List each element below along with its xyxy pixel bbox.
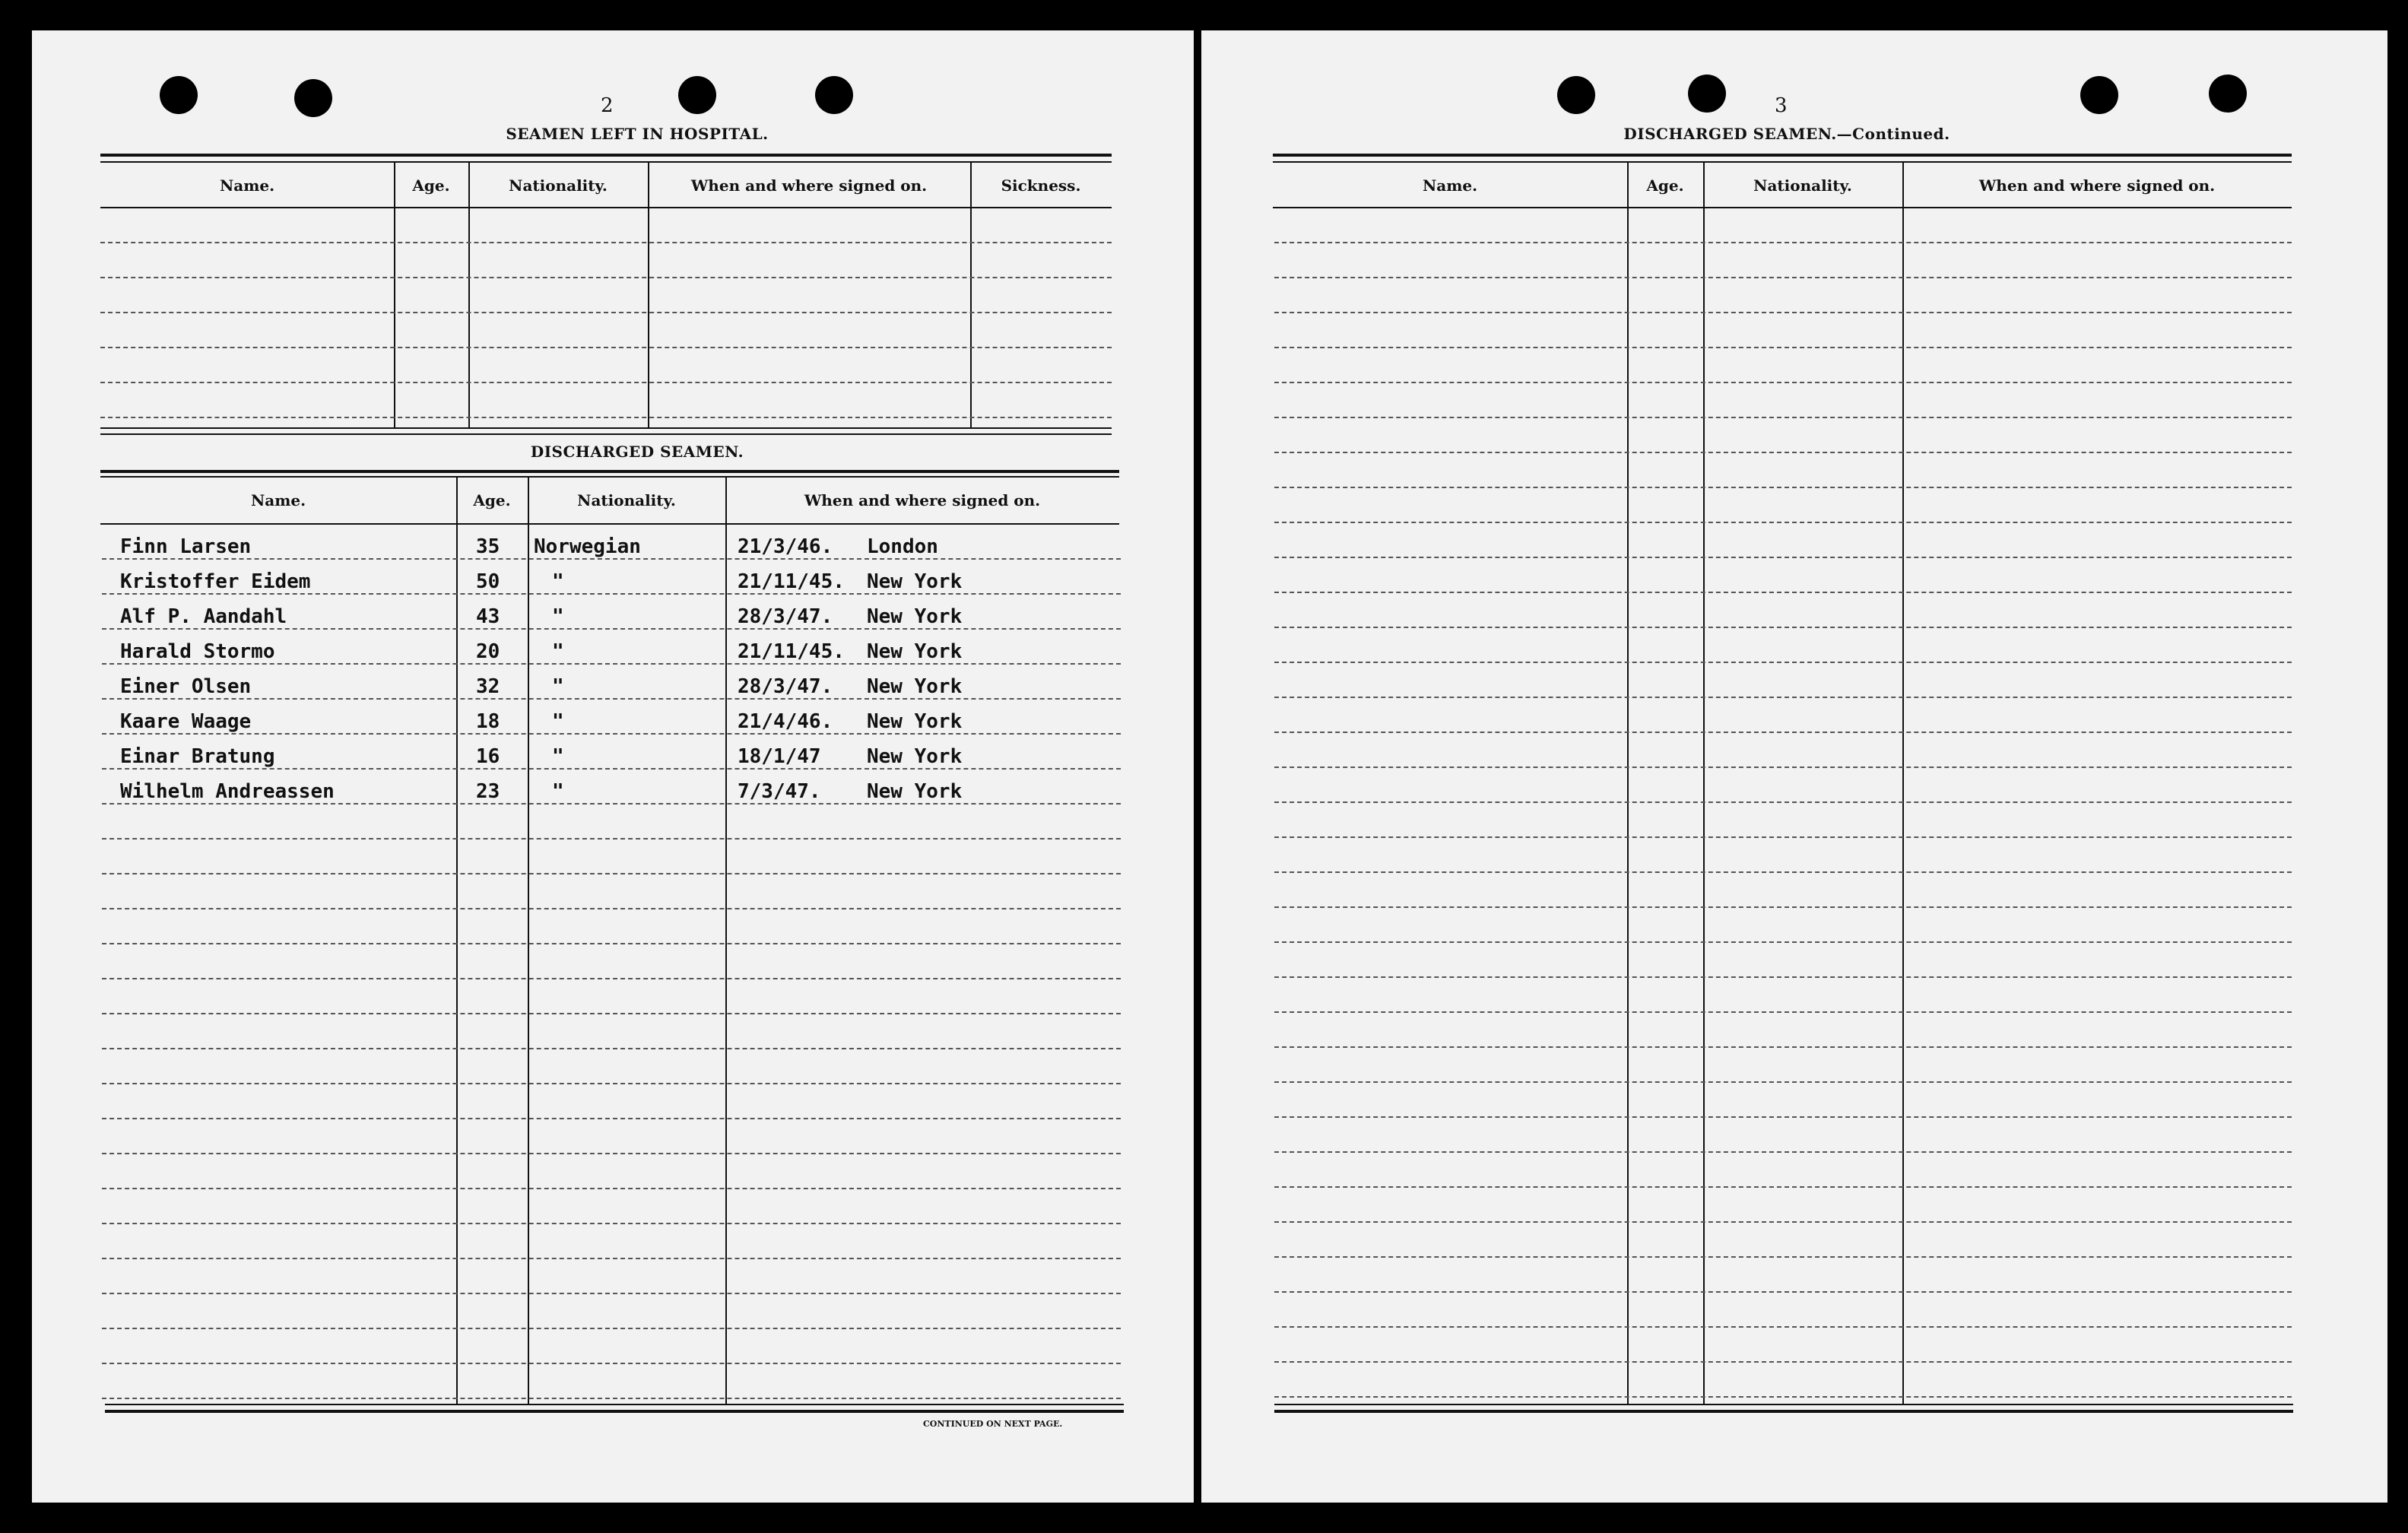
seaman-name: Finn Larsen	[120, 535, 252, 558]
seaman-age: 43	[476, 605, 500, 628]
signed-on-place: New York	[867, 780, 963, 803]
seaman-age: 18	[476, 710, 500, 733]
dotted-row-line	[100, 277, 1112, 278]
discharged-section-title: DISCHARGED SEAMEN.	[530, 443, 744, 461]
dotted-row-line	[1274, 522, 2292, 523]
seaman-nationality: "	[552, 675, 564, 698]
dotted-row-line	[102, 908, 1121, 909]
signed-on-date: 28/3/47.	[738, 605, 833, 628]
dotted-row-line	[102, 1398, 1121, 1399]
left-page	[32, 30, 1194, 1503]
seaman-name: Wilhelm Andreassen	[120, 780, 335, 803]
column-header-nationality: Nationality.	[1753, 176, 1852, 195]
rule	[100, 207, 1112, 208]
dotted-row-line	[1274, 452, 2292, 453]
hospital-section-title: SEAMEN LEFT IN HOSPITAL.	[506, 125, 769, 143]
column-divider	[1627, 163, 1629, 1404]
dotted-row-line	[1274, 1221, 2292, 1223]
seaman-nationality: "	[552, 570, 564, 593]
punch-hole	[1688, 75, 1726, 113]
column-header-name: Name.	[219, 176, 275, 195]
dotted-row-line	[1274, 312, 2292, 313]
dotted-row-line	[1274, 1011, 2292, 1013]
rule	[1273, 161, 2292, 163]
dotted-row-line	[1274, 1151, 2292, 1153]
signed-on-place: New York	[867, 710, 963, 733]
rule	[1273, 154, 2292, 157]
dotted-row-line	[102, 1293, 1121, 1294]
dotted-row-line	[1274, 662, 2292, 663]
punch-hole	[2209, 75, 2247, 113]
dotted-row-line	[102, 1258, 1121, 1259]
dotted-row-line	[102, 698, 1121, 700]
dotted-row-line	[102, 803, 1121, 805]
dotted-row-line	[1274, 382, 2292, 383]
column-divider	[970, 163, 972, 427]
seaman-age: 32	[476, 675, 500, 698]
column-divider	[528, 478, 529, 1404]
seaman-nationality: Norwegian	[534, 535, 641, 558]
dotted-row-line	[102, 1188, 1121, 1189]
dotted-row-line	[1274, 417, 2292, 418]
signed-on-place: New York	[867, 675, 963, 698]
dotted-row-line	[1274, 801, 2292, 803]
punch-hole	[1557, 76, 1595, 114]
punch-hole	[160, 76, 198, 114]
dotted-row-line	[100, 417, 1112, 418]
dotted-row-line	[1274, 242, 2292, 243]
signed-on-date: 21/3/46.	[738, 535, 833, 558]
dotted-row-line	[1274, 1186, 2292, 1188]
dotted-row-line	[100, 382, 1112, 383]
dotted-row-line	[1274, 487, 2292, 488]
column-divider	[725, 478, 727, 1404]
rule	[100, 470, 1119, 473]
rule	[1274, 1410, 2293, 1413]
dotted-row-line	[1274, 1081, 2292, 1083]
dotted-row-line	[102, 768, 1121, 770]
right-page	[1201, 30, 2387, 1503]
dotted-row-line	[102, 558, 1121, 560]
seaman-name: Harald Stormo	[120, 640, 275, 663]
dotted-row-line	[1274, 1396, 2292, 1398]
dotted-row-line	[102, 1118, 1121, 1119]
dotted-row-line	[102, 1013, 1121, 1014]
seaman-nationality: "	[552, 605, 564, 628]
column-header-age: Age.	[412, 176, 450, 195]
column-header-nationality: Nationality.	[577, 491, 676, 509]
punch-hole	[815, 76, 853, 114]
rule	[100, 523, 1119, 525]
dotted-row-line	[1274, 941, 2292, 943]
dotted-row-line	[1274, 697, 2292, 698]
column-divider	[648, 163, 649, 427]
dotted-row-line	[100, 312, 1112, 313]
column-header-name: Name.	[250, 491, 306, 509]
dotted-row-line	[102, 1153, 1121, 1154]
page-number: 3	[1775, 94, 1788, 117]
dotted-row-line	[102, 593, 1121, 595]
dotted-row-line	[102, 1083, 1121, 1084]
rule	[100, 433, 1112, 435]
seaman-nationality: "	[552, 640, 564, 663]
rule	[105, 1404, 1124, 1405]
rule	[100, 161, 1112, 163]
dotted-row-line	[1274, 871, 2292, 873]
dotted-row-line	[1274, 766, 2292, 768]
signed-on-date: 21/11/45.	[738, 570, 845, 593]
dotted-row-line	[1274, 906, 2292, 908]
seaman-name: Alf P. Aandahl	[120, 605, 287, 628]
dotted-row-line	[1274, 1291, 2292, 1293]
dotted-row-line	[102, 628, 1121, 630]
seaman-age: 23	[476, 780, 500, 803]
dotted-row-line	[1274, 1326, 2292, 1328]
rule	[1274, 1404, 2293, 1405]
dotted-row-line	[1274, 627, 2292, 628]
dotted-row-line	[102, 873, 1121, 874]
rule	[105, 1410, 1124, 1413]
column-divider	[468, 163, 470, 427]
dotted-row-line	[1274, 557, 2292, 558]
signed-on-date: 21/4/46.	[738, 710, 833, 733]
punch-hole	[2080, 76, 2118, 114]
column-header-sickness: Sickness.	[1001, 176, 1081, 195]
seaman-name: Einar Bratung	[120, 745, 275, 768]
column-header-nationality: Nationality.	[509, 176, 608, 195]
rule	[100, 427, 1112, 429]
signed-on-place: London	[867, 535, 938, 558]
dotted-row-line	[102, 733, 1121, 735]
signed-on-date: 7/3/47.	[738, 780, 821, 803]
signed-on-place: New York	[867, 605, 963, 628]
column-header-when-where: When and where signed on.	[690, 176, 928, 195]
dotted-row-line	[1274, 277, 2292, 278]
column-header-when-where: When and where signed on.	[804, 491, 1041, 509]
column-divider	[394, 163, 395, 427]
dotted-row-line	[102, 1223, 1121, 1224]
seaman-nationality: "	[552, 710, 564, 733]
rule	[100, 476, 1119, 478]
column-divider	[1902, 163, 1904, 1404]
seaman-age: 50	[476, 570, 500, 593]
column-divider	[456, 478, 458, 1404]
signed-on-date: 21/11/45.	[738, 640, 845, 663]
punch-hole	[294, 79, 332, 117]
dotted-row-line	[102, 1328, 1121, 1329]
seaman-age: 20	[476, 640, 500, 663]
rule	[100, 154, 1112, 157]
dotted-row-line	[1274, 347, 2292, 348]
dotted-row-line	[100, 242, 1112, 243]
signed-on-date: 28/3/47.	[738, 675, 833, 698]
column-divider	[1703, 163, 1705, 1404]
column-header-age: Age.	[473, 491, 511, 509]
column-header-name: Name.	[1422, 176, 1478, 195]
dotted-row-line	[1274, 732, 2292, 733]
seaman-age: 16	[476, 745, 500, 768]
dotted-row-line	[100, 347, 1112, 348]
dotted-row-line	[102, 838, 1121, 840]
discharged-continued-title: DISCHARGED SEAMEN.—Continued.	[1623, 125, 1950, 143]
dotted-row-line	[1274, 592, 2292, 593]
rule	[1273, 207, 2292, 208]
seaman-name: Einer Olsen	[120, 675, 252, 698]
page-number: 2	[601, 94, 614, 117]
column-header-when-where: When and where signed on.	[1978, 176, 2216, 195]
column-header-age: Age.	[1646, 176, 1684, 195]
dotted-row-line	[102, 663, 1121, 665]
dotted-row-line	[102, 1048, 1121, 1049]
seaman-nationality: "	[552, 780, 564, 803]
dotted-row-line	[1274, 1116, 2292, 1118]
dotted-row-line	[102, 978, 1121, 979]
punch-hole	[678, 76, 716, 114]
dotted-row-line	[1274, 836, 2292, 838]
dotted-row-line	[102, 943, 1121, 944]
signed-on-place: New York	[867, 570, 963, 593]
seaman-nationality: "	[552, 745, 564, 768]
continued-footer: CONTINUED ON NEXT PAGE.	[923, 1419, 1063, 1429]
seaman-name: Kristoffer Eidem	[120, 570, 311, 593]
dotted-row-line	[1274, 1361, 2292, 1363]
dotted-row-line	[1274, 1046, 2292, 1048]
seaman-age: 35	[476, 535, 500, 558]
dotted-row-line	[102, 1363, 1121, 1364]
signed-on-place: New York	[867, 640, 963, 663]
dotted-row-line	[1274, 1256, 2292, 1258]
signed-on-date: 18/1/47	[738, 745, 821, 768]
dotted-row-line	[1274, 976, 2292, 978]
signed-on-place: New York	[867, 745, 963, 768]
seaman-name: Kaare Waage	[120, 710, 252, 733]
